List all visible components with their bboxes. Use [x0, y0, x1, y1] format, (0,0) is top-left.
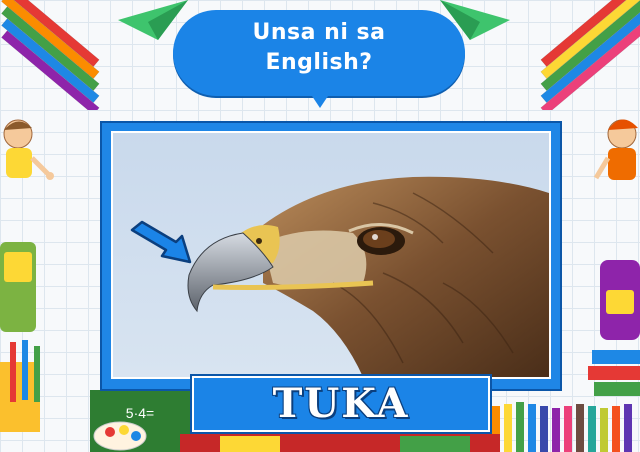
answer-word: TUKA [272, 380, 410, 427]
kid-cartoon-left-decoration [0, 112, 60, 202]
arrow-icon [128, 220, 196, 266]
kid-cartoon-right-decoration [592, 110, 640, 200]
question-text: Unsa ni sa English? [252, 20, 386, 75]
question-bubble-tail [308, 90, 332, 108]
colored-pencils-right-decoration [530, 0, 640, 110]
colored-pencils-left-decoration [0, 0, 110, 110]
svg-text:5·4=: 5·4= [125, 405, 155, 421]
